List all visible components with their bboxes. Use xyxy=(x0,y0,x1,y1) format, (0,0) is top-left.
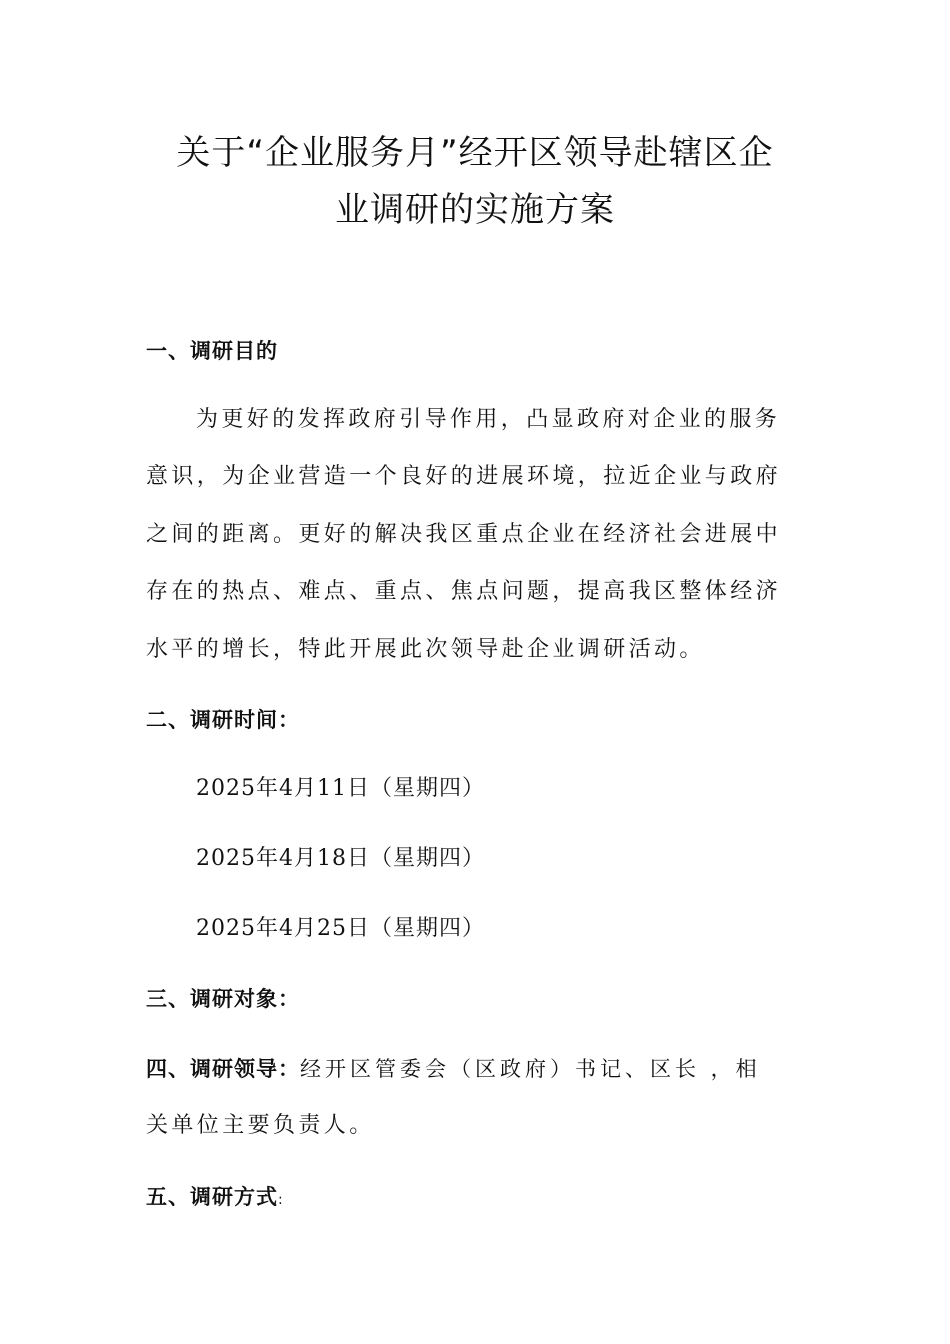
survey-date-2: 2025年4月18日（星期四） xyxy=(196,846,485,871)
method-heading-label: 五、调研方式 xyxy=(146,1185,278,1209)
section-heading-purpose: 一、调研目的 xyxy=(146,339,278,363)
purpose-paragraph-line-2: 意识，为企业营造一个良好的进展环境，拉近企业与政府 xyxy=(146,464,782,489)
section-heading-leaders xyxy=(146,1054,761,1084)
survey-date-1: 2025年4月11日（星期四） xyxy=(196,776,485,801)
leaders-heading-label: 四、调研领导： xyxy=(146,1057,300,1081)
section-heading-targets: 三、调研对象： xyxy=(146,987,300,1011)
section-heading-method xyxy=(146,1182,284,1215)
leaders-text-line-2: 关单位主要负责人。 xyxy=(146,1113,375,1138)
method-heading-colon: : xyxy=(278,1192,284,1208)
leaders-text-line-1: 经开区管委会（区政府）书记、区长 ，相 xyxy=(300,1057,761,1081)
purpose-paragraph-line-5: 水平的增长，特此开展此次领导赴企业调研活动。 xyxy=(146,637,705,662)
document-title-line-1: 关于“企业服务月”经开区领导赴辖区企 xyxy=(176,133,774,173)
survey-date-3: 2025年4月25日（星期四） xyxy=(196,916,485,941)
section-heading-time: 二、调研时间： xyxy=(146,708,300,732)
purpose-paragraph-line-4: 存在的热点、难点、重点、焦点问题，提高我区整体经济 xyxy=(146,579,782,604)
purpose-paragraph-line-1: 为更好的发挥政府引导作用，凸显政府对企业的服务 xyxy=(196,407,781,432)
purpose-paragraph-line-3: 之间的距离。更好的解决我区重点企业在经济社会进展中 xyxy=(146,522,782,547)
document-title-line-2: 业调研的实施方案 xyxy=(335,190,615,230)
